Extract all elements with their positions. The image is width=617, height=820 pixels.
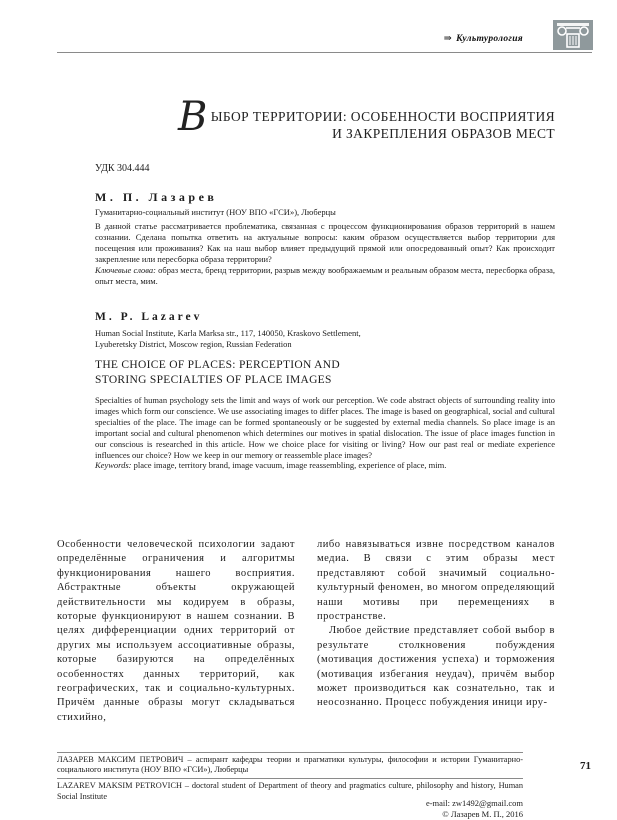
keywords-en: place image, territory brand, image vacuum, image reassembling, experience of place, mim. (131, 460, 447, 471)
body-paragraph: Любое действие представляет собой выбор в результате столкновения побуждения (мотивация достижения успеха) и торможения (мотивация избегания неудач), причём выбор может производиться как сознательно, так и неосознанно. Процесс побуждения иници иру- (317, 625, 555, 709)
abstract-en (95, 395, 555, 471)
author-affiliation-ru: Гуманитарно-социальный институт (НОУ ВПО «ГСИ»), Люберцы (95, 207, 336, 217)
footer-notes (57, 752, 523, 805)
running-head (57, 33, 523, 44)
author-email: e-mail: zw1492@gmail.com (425, 798, 523, 808)
abstract-ru-text: В данной статье рассматривается проблематика, связанная с процессом функционирования образов территорий в нашем сознании. Сделана попытка ответить на актуальные вопросы: каким образом осуществляется выбор территории для посещения или проживания? Как на наш выбор влияет предыдущий прямой или опосредованный опыт? Как происходит закрепление или пересборка образа территории? (95, 221, 555, 264)
arrow-icon: ⇒ (443, 34, 453, 44)
udc-code: УДК 304.444 (95, 163, 150, 174)
body-column-left (57, 538, 295, 725)
affiliation-en-line2: Lyuberetsky District, Moscow region, Russian Federation (95, 338, 292, 349)
title-en-line1: THE CHOICE OF PLACES: PERCEPTION AND (95, 359, 340, 371)
section-label: Культурология (456, 34, 523, 44)
body-paragraph: либо навязываться извне посредством каналов медиа. В связи с этим образы мест представляют собой значимый социально-культурный феномен, во многом определяющий наши мотивы при перемещениях в пространстве. (317, 539, 555, 623)
copyright-line: © Лазарев М. П., 2016 (442, 808, 523, 819)
author-bio-en: LAZAREV MAKSIM PETROVICH – doctoral student of Department of theory and pragmatics culture, philosophy and history, Human Social Institute (57, 781, 523, 801)
keywords-label-ru: Ключевые слова: (95, 264, 156, 275)
author-bio-ru: ЛАЗАРЕВ МАКСИМ ПЕТРОВИЧ – аспирант кафедры теории и прагматики культуры, философии и истории Гуманитарно-социального института (НОУ ВПО «ГСИ»), Люберцы (57, 755, 523, 775)
body-column-right (317, 538, 555, 725)
footer-rule-top (57, 752, 523, 753)
author-name-ru: М. П. Лазарев (95, 190, 218, 204)
footer-rule-middle (57, 778, 523, 779)
abstract-ru (95, 221, 555, 286)
column-capital-icon (553, 20, 593, 50)
article-title-en (95, 358, 555, 388)
header-rule (57, 52, 592, 53)
affiliation-en-line1: Human Social Institute, Karla Marksa str., 117, 140050, Kraskovo Settlement, (95, 328, 361, 338)
title-dropcap: В (177, 94, 208, 140)
body-paragraph: Особенности человеческой психологии задают определённые ограничения и алгоритмы функционирования нашего восприятия. Абстрактные объекты окружающей действительности мы кодируем в образы, которые функционируют в нашем сознании. В целях дифференциации одних территорий от других мы используем ассоциативные образы, которые базируются на определённых особенностях данных территорий, как географических, так и социально-культурных. Причём данные образы могут складываться стихийно, (57, 539, 295, 723)
article-body (57, 538, 555, 725)
page-number: 71 (580, 760, 591, 772)
article-title-ru (57, 94, 555, 142)
author-name-en: M. P. Lazarev (95, 311, 203, 323)
title-en-line2: STORING SPECIALTIES OF PLACE IMAGES (95, 374, 332, 386)
title-line-1-text: ЫБОР ТЕРРИТОРИИ: ОСОБЕННОСТИ ВОСПРИЯТИЯ (210, 109, 555, 124)
title-line-2: И ЗАКРЕПЛЕНИЯ ОБРАЗОВ МЕСТ (332, 126, 555, 141)
keywords-ru: образ места, бренд территории, разрыв между воображаемым и реальным образом места, пересборка образа, опыт места, мим. (95, 264, 555, 286)
abstract-en-text: Specialties of human psychology sets the limit and ways of work our perception. We code abstract objects of surrounding reality into images which form our conscience. We use associating images to differ places. The image is based on geographical, social and cultural specialties of the place. The image can be formed spontaneously or be suggested by external media channels. So place image is an important social and cultural phenomenon which determines our motives in spatial dislocation. The issue of place images function in our conscious is researched in this article. How we choice place for visiting or living? How our past real or mediate experience influences our choice? How we keep in our memory or reassemble place images? (95, 395, 555, 460)
imprint (57, 798, 523, 819)
author-affiliation-en (95, 328, 555, 349)
keywords-label-en: Keywords: (95, 460, 132, 471)
